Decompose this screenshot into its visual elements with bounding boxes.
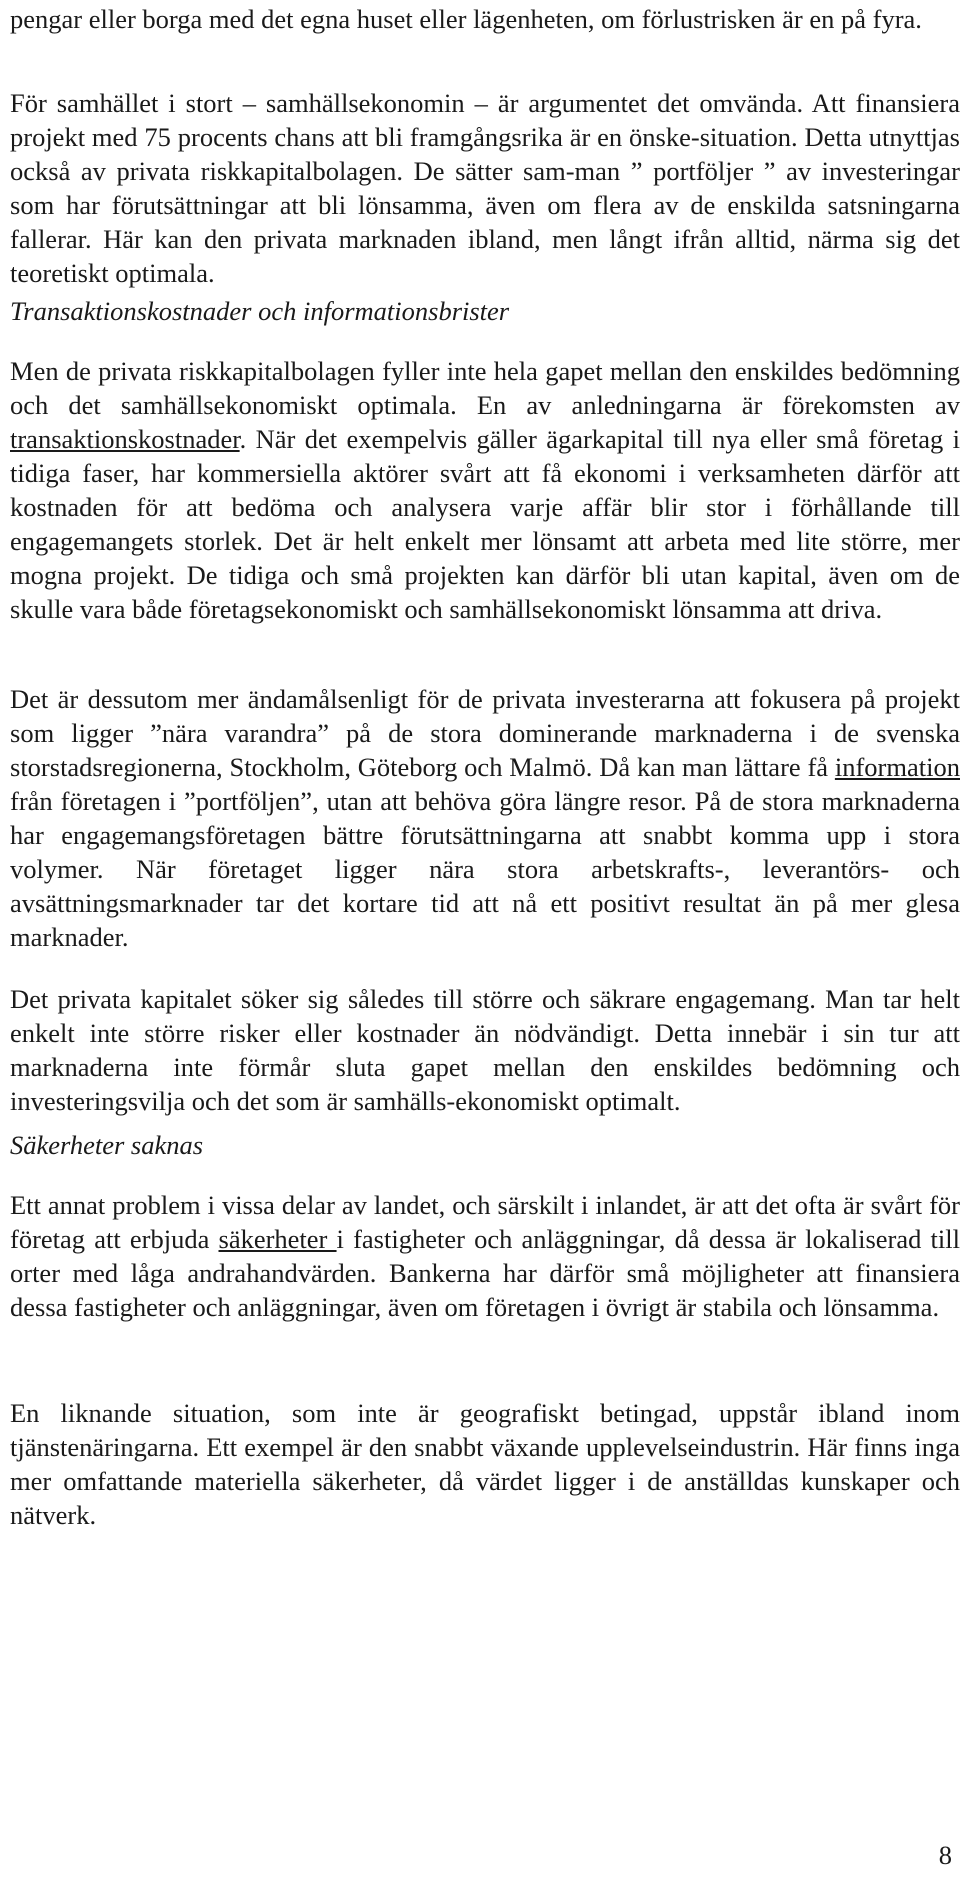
paragraph-transaction-costs: Men de privata riskkapitalbolagen fyller inte hela gapet mellan den enskildes bedömning och det samhällsekonomiskt optimala. En av anledningarna är förekomsten av transaktionskostnader. När det exempelvis gäller ägarkapital till nya eller små företag i tidiga faser, har kommersiella aktörer svårt att få ekonomi i verksamheten därför att kostnaden för att bedöma och analysera varje affär blir stor i förhållande till engagemangets storlek. Det är helt enkelt mer lönsamt att arbeta med lite större, mer mogna projekt. De tidiga och små projekten kan därför bli utan kapital, även om de skulle vara både företagsekonomiskt och samhällsekonomiskt lönsamma att driva. [10,356,960,624]
section-heading-collateral: Säkerheter saknas [10,1130,204,1160]
paragraph-focus-markets: Det är dessutom mer ändamålsenligt för de privata investerarna att fokusera på projekt som ligger ”nära varandra” på de stora dominerande marknaderna i de svenska storstadsregionerna, Stockholm, Göteborg och Malmö. Då kan man lättare få information från företagen i ”portföljen”, utan att behöva göra längre resor. På de stora marknaderna har engagemangsföretagen bättre förutsättningarna att snabbt komma upp i stora volymer. När företaget ligger nära stora arbetskrafts-, leverantörs- och avsättningsmarknader tar det kortare tid att nå ett positivt resultat än på mer glesa marknader. [10,684,960,952]
link-sakerheter[interactable]: säkerheter [218,1224,337,1254]
paragraph-intro: pengar eller borga med det egna huset eller lägenheten, om förlustrisken är en på fyra. [10,4,922,34]
paragraph-private-capital: Det privata kapitalet söker sig således till större och säkrare engagemang. Man tar helt enkelt inte större risker eller kostnader än nödvändigt. Detta innebär i sin tur att marknaderna inte förmår sluta gapet mellan den enskildes bedömning och investeringsvilja och det som är samhälls-ekonomiskt optimalt. [10,984,960,1116]
paragraph-service-industries: En liknande situation, som inte är geografiskt betingad, uppstår ibland inom tjänstenäringarna. Ett exempel är den snabbt växande upplevelseindustrin. Här finns inga mer omfattande materiella säkerheter, då värdet ligger i de anställdas kunskaper och nätverk. [10,1398,960,1530]
link-information[interactable]: information [834,752,960,782]
paragraph-society: För samhället i stort – samhällsekonomin – är argumentet det omvända. Att finansiera projekt med 75 procents chans att bli framgångsrika är en önske-situation. Detta utnyttjas också av privata riskkapitalbolagen. De sätter sam-man ” portföljer ” av investeringar som har förutsättningar att bli lönsamma, även om flera av de enskilda satsningarna fallerar. Här kan den privata marknaden ibland, men långt ifrån alltid, närma sig det teoretiskt optimala. [10,88,960,288]
link-transaktionskostnader[interactable]: transaktionskostnader [10,424,240,454]
paragraph-collateral: Ett annat problem i vissa delar av landet, och särskilt i inlandet, är att det ofta är svårt för företag att erbjuda säkerheter i fastigheter och anläggningar, då dessa är lokaliserad till orter med låga andrahandvärden. Bankerna har därför små möjligheter att finansiera dessa fastigheter och anläggningar, även om företagen i övrigt är stabila och lönsamma. [10,1190,960,1322]
page-number: 8 [938,1840,952,1870]
section-heading-transaction-costs: Transaktionskostnader och informationsbrister [10,296,510,326]
